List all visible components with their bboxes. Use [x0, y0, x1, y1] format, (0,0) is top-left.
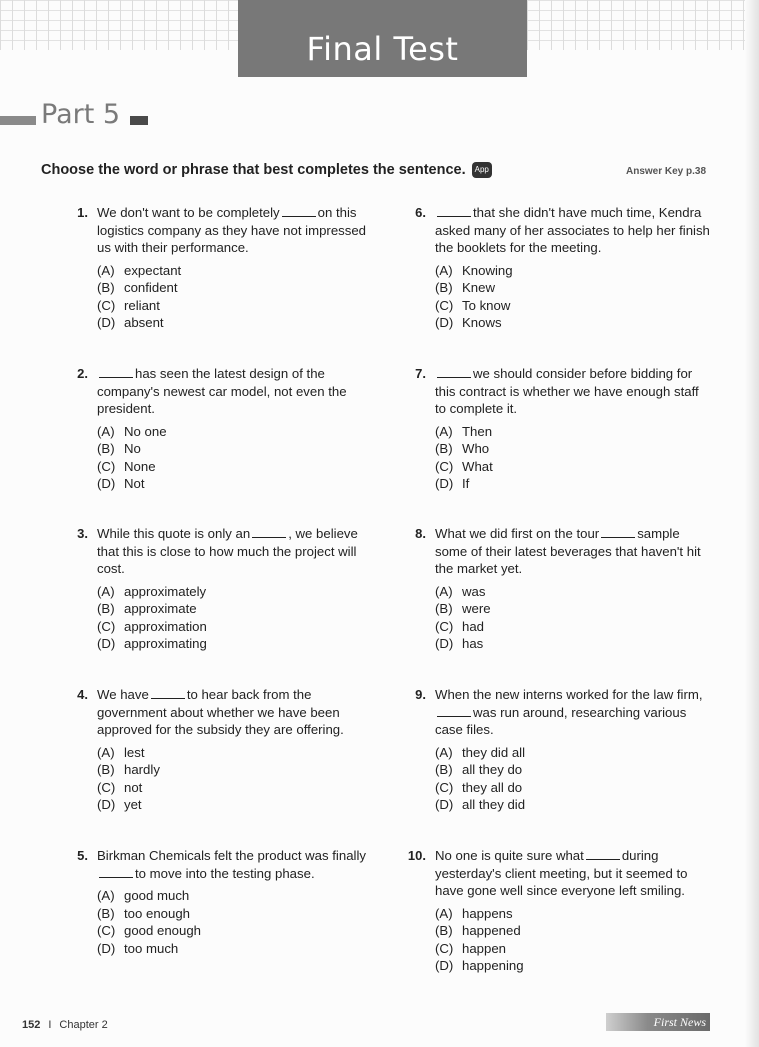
- option-text: No one: [124, 423, 167, 439]
- stem-text-before: What we did first on the tour: [435, 526, 600, 541]
- option-label: (A): [97, 744, 115, 760]
- answer-blank: [601, 525, 635, 538]
- option-item[interactable]: [435, 940, 696, 958]
- option-item[interactable]: [97, 887, 358, 905]
- option-text: reliant: [124, 297, 160, 313]
- stem-text-before: No one is quite sure what: [435, 848, 584, 863]
- option-item[interactable]: [97, 905, 358, 923]
- option-label: (A): [97, 583, 115, 599]
- question-number: 7.: [415, 366, 426, 381]
- decorative-grid-right: [527, 0, 759, 50]
- option-label: (C): [435, 458, 454, 474]
- option-text: What: [462, 458, 493, 474]
- question-item: [68, 204, 367, 332]
- stem-text-before: When the new interns worked for the law firm,: [435, 687, 703, 702]
- option-item[interactable]: [97, 440, 358, 458]
- option-label: (D): [97, 940, 116, 956]
- option-item[interactable]: [435, 423, 696, 441]
- option-item[interactable]: [97, 314, 358, 332]
- section-title: Part 5: [41, 99, 121, 130]
- option-label: (C): [97, 297, 116, 313]
- option-text: happened: [462, 923, 521, 938]
- question-item: [68, 686, 358, 814]
- options-list: [435, 423, 696, 493]
- option-text: confident: [124, 280, 178, 295]
- option-text: Then: [462, 423, 493, 439]
- option-label: (C): [97, 458, 116, 474]
- part-decorative-bar-right: [130, 116, 148, 125]
- option-item[interactable]: [97, 262, 358, 280]
- instruction-line: [41, 162, 492, 178]
- question-stem: [97, 686, 372, 739]
- options-list: [97, 744, 358, 814]
- option-label: (A): [435, 583, 453, 599]
- option-text: was: [462, 583, 486, 599]
- header-title-box: [238, 0, 527, 77]
- stem-text-after: that she didn't have much time, Kendra asked many of her associates to help her finish the booklets for the meeting.: [435, 205, 710, 255]
- option-text: were: [462, 601, 491, 616]
- answer-blank: [151, 686, 185, 699]
- options-list: [435, 744, 696, 814]
- option-item[interactable]: [97, 940, 358, 958]
- option-text: yet: [124, 797, 142, 812]
- option-label: (B): [435, 923, 453, 938]
- option-text: all they do: [462, 762, 523, 777]
- option-item[interactable]: [435, 905, 696, 923]
- answer-blank: [586, 847, 620, 860]
- answer-blank: [437, 204, 471, 217]
- stem-text-after: on this logistics company as they have not impressed us with their performance.: [97, 205, 367, 255]
- question-stem: [435, 525, 710, 578]
- question-item: [68, 847, 366, 957]
- options-list: [97, 423, 358, 493]
- option-text: expectant: [124, 262, 182, 278]
- stem-text-after: sample some of their latest beverages that haven't hit the market yet.: [435, 526, 701, 576]
- option-item[interactable]: [435, 279, 696, 297]
- options-list: [97, 887, 358, 957]
- option-label: (A): [435, 744, 453, 760]
- question-number: 5.: [77, 848, 88, 863]
- option-item[interactable]: [97, 297, 358, 315]
- question-item: [406, 847, 696, 975]
- option-item[interactable]: [97, 600, 358, 618]
- stem-text-after: has seen the latest design of the company's newest car model, not even the president.: [97, 366, 347, 416]
- option-text: Knew: [462, 280, 495, 295]
- answer-blank: [437, 704, 471, 717]
- option-text: Knowing: [462, 262, 513, 278]
- stem-text-before: We have: [97, 687, 149, 702]
- option-text: approximate: [124, 601, 197, 616]
- option-label: (B): [97, 280, 115, 295]
- options-list: [435, 583, 696, 653]
- option-label: (A): [97, 888, 115, 903]
- option-text: happening: [462, 958, 524, 973]
- stem-text-before: Birkman Chemicals felt the product was finally: [97, 848, 366, 863]
- option-label: (D): [97, 797, 116, 812]
- option-label: (A): [435, 262, 453, 278]
- option-item[interactable]: [435, 262, 696, 280]
- answer-blank: [437, 365, 471, 378]
- option-label: (C): [97, 618, 116, 634]
- stem-text-before: While this quote is only an: [97, 526, 251, 541]
- option-item[interactable]: [435, 440, 696, 458]
- option-item[interactable]: [435, 297, 696, 315]
- option-item[interactable]: [435, 922, 696, 940]
- option-item[interactable]: [435, 761, 696, 779]
- option-label: (A): [435, 423, 453, 439]
- question-number: 3.: [77, 526, 88, 541]
- option-text: happen: [462, 940, 507, 956]
- question-number: 6.: [415, 205, 426, 220]
- option-item[interactable]: [97, 458, 358, 476]
- stem-text-after: , we believe that this is close to how much the project will cost.: [97, 526, 358, 576]
- options-list: [435, 262, 696, 332]
- option-label: (B): [435, 601, 453, 616]
- option-label: (B): [97, 601, 115, 616]
- question-number: 9.: [415, 687, 426, 702]
- option-label: (B): [97, 441, 115, 456]
- question-number: 2.: [77, 366, 88, 381]
- option-item[interactable]: [97, 279, 358, 297]
- footer-separator: I: [48, 1019, 52, 1031]
- option-text: approximation: [124, 618, 207, 634]
- app-icon: App: [472, 162, 492, 178]
- option-item[interactable]: [435, 779, 696, 797]
- option-text: too enough: [124, 905, 191, 921]
- option-text: No: [124, 441, 141, 456]
- answer-blank: [99, 865, 133, 878]
- option-label: (D): [435, 476, 454, 491]
- question-item: [406, 686, 703, 814]
- option-item[interactable]: [435, 583, 696, 601]
- option-text: had: [462, 618, 485, 634]
- instruction-text: Choose the word or phrase that best completes the sentence.: [41, 162, 466, 178]
- question-number: 4.: [77, 687, 88, 702]
- option-item[interactable]: [435, 635, 696, 653]
- option-label: (D): [97, 476, 116, 491]
- option-item[interactable]: [435, 475, 696, 493]
- question-item: [406, 204, 710, 332]
- stem-text-after: to move into the testing phase.: [135, 865, 315, 881]
- option-label: (B): [97, 762, 115, 777]
- answer-blank: [282, 204, 316, 217]
- option-text: None: [124, 458, 156, 474]
- answer-blank: [252, 525, 286, 538]
- option-item[interactable]: [435, 796, 696, 814]
- question-number: 8.: [415, 526, 426, 541]
- option-text: all they did: [462, 797, 526, 812]
- option-item[interactable]: [435, 618, 696, 636]
- option-text: has: [462, 636, 484, 651]
- question-item: [68, 365, 358, 493]
- option-item[interactable]: [435, 600, 696, 618]
- option-label: (A): [97, 262, 115, 278]
- question-item: [68, 525, 358, 653]
- question-stem: [435, 204, 710, 257]
- question-item: [406, 525, 701, 653]
- option-label: (B): [435, 762, 453, 777]
- options-list: [97, 583, 358, 653]
- option-label: (B): [97, 905, 115, 921]
- stem-text-after: was run around, researching various case files.: [435, 704, 687, 737]
- option-item[interactable]: [97, 423, 358, 441]
- option-text: they all do: [462, 779, 523, 795]
- option-item[interactable]: [97, 635, 358, 653]
- option-text: approximating: [124, 636, 207, 651]
- option-item[interactable]: [435, 957, 696, 975]
- page-title: Final Test: [306, 30, 459, 68]
- option-text: good enough: [124, 923, 202, 938]
- option-text: happens: [462, 905, 513, 921]
- option-text: Who: [462, 441, 490, 456]
- answer-blank: [99, 365, 133, 378]
- option-label: (C): [435, 297, 454, 313]
- option-item[interactable]: [97, 618, 358, 636]
- decorative-grid-left: [0, 0, 238, 50]
- question-stem: [97, 525, 372, 578]
- option-label: (A): [435, 905, 453, 921]
- stem-text-after: during yesterday's client meeting, but it seemed to have gone well since everyone left smiling.: [435, 848, 688, 898]
- option-label: (C): [435, 779, 454, 795]
- question-number: 10.: [407, 848, 426, 863]
- option-label: (D): [435, 797, 454, 812]
- footer-page-info: [22, 1019, 108, 1031]
- brand-logo: First News: [606, 1013, 710, 1031]
- stem-text-after: to hear back from the government about whether we have been approved for the subsidy they are offering.: [97, 687, 344, 737]
- question-stem: [435, 365, 710, 418]
- options-list: [97, 262, 358, 332]
- option-item[interactable]: [97, 779, 358, 797]
- question-number: 1.: [77, 205, 88, 220]
- option-label: (B): [435, 280, 453, 295]
- options-list: [435, 905, 696, 975]
- option-text: lest: [124, 744, 145, 760]
- option-label: (D): [435, 315, 454, 330]
- option-item[interactable]: [97, 475, 358, 493]
- option-item[interactable]: [97, 744, 358, 762]
- option-label: (C): [97, 923, 116, 938]
- option-text: they did all: [462, 744, 526, 760]
- part-decorative-bar-left: [0, 116, 36, 125]
- option-text: good much: [124, 888, 190, 903]
- option-label: (A): [97, 423, 115, 439]
- answer-key-reference: Answer Key p.38: [626, 166, 707, 177]
- option-item[interactable]: [435, 744, 696, 762]
- option-label: (D): [435, 636, 454, 651]
- option-text: not: [124, 779, 143, 795]
- question-stem: [97, 847, 372, 882]
- option-text: absent: [124, 315, 164, 330]
- option-item[interactable]: [97, 796, 358, 814]
- option-label: (C): [97, 779, 116, 795]
- option-text: To know: [462, 297, 511, 313]
- option-item[interactable]: [97, 922, 358, 940]
- question-stem: [97, 365, 372, 418]
- option-item[interactable]: [97, 761, 358, 779]
- option-label: (D): [97, 315, 116, 330]
- option-label: (C): [435, 940, 454, 956]
- option-text: Not: [124, 476, 145, 491]
- page-edge-shadow: [745, 0, 759, 1047]
- page-number: 152: [22, 1019, 41, 1031]
- stem-text-after: we should consider before bidding for this contract is whether we have enough staff to complete it.: [435, 366, 699, 416]
- option-text: Knows: [462, 315, 502, 330]
- option-text: too much: [124, 940, 179, 956]
- option-text: If: [462, 476, 470, 491]
- option-label: (D): [435, 958, 454, 973]
- option-text: approximately: [124, 583, 207, 599]
- option-label: (B): [435, 441, 453, 456]
- option-item[interactable]: [435, 458, 696, 476]
- chapter-label: Chapter 2: [59, 1019, 108, 1031]
- option-item[interactable]: [435, 314, 696, 332]
- question-stem: [435, 847, 710, 900]
- option-item[interactable]: [97, 583, 358, 601]
- option-label: (D): [97, 636, 116, 651]
- option-text: hardly: [124, 762, 160, 777]
- option-label: (C): [435, 618, 454, 634]
- stem-text-before: We don't want to be completely: [97, 205, 280, 220]
- question-stem: [435, 686, 710, 739]
- question-item: [406, 365, 699, 493]
- question-stem: [97, 204, 372, 257]
